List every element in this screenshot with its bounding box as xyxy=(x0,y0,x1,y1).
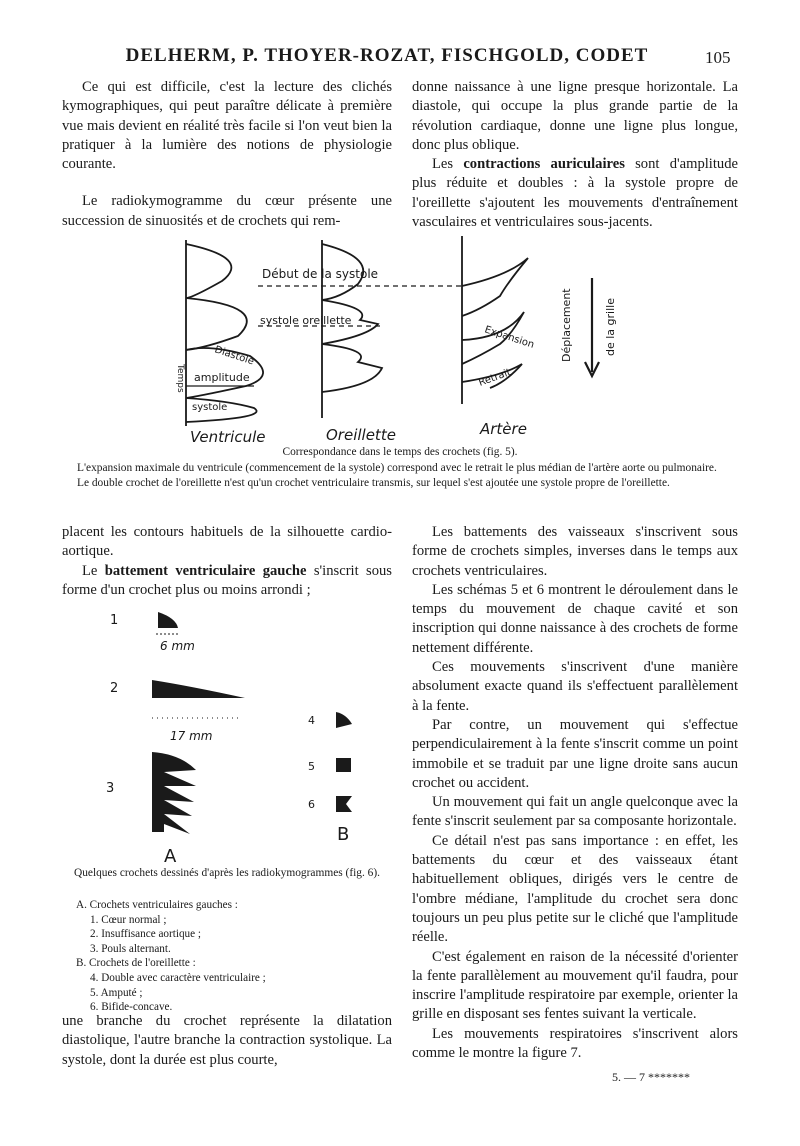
caption-paragraph: L'expansion maximale du ventricule (commencement de la systole) correspond avec le retrait le plus médian de l'artère aorte ou pulmonaire. xyxy=(77,462,717,474)
paragraph: Les contractions auriculaires sont d'amplitude plus réduite et doubles : à la systole propre de l'oreillette s'ajoutent les mouvements d'entraînement vasculaires et ventriculaires sous-jacents. xyxy=(412,156,738,231)
legend-item: A. Crochets ventriculaires gauches : xyxy=(76,899,238,911)
label-artere: Artère xyxy=(480,420,527,438)
label-temps: Temps xyxy=(175,364,185,393)
top-right-column xyxy=(412,78,738,232)
paragraph: Par contre, un mouvement qui s'effectue perpendiculairement à la fente s'inscrit comme un point immobile et se traduit par une ligne droite sans aucun crochet ou accident. xyxy=(412,716,738,791)
legend-item: 4. Double avec caractère ventriculaire ; xyxy=(90,971,266,984)
label-de-la-grille: de la grille xyxy=(604,298,617,356)
paragraph: Ce détail n'est pas sans importance : en effet, les battements du cœur et des vaisseaux étant habituellement obliques, dirigés vers le centre de l'ombre médiane, l'amplitude du crochet sera donc toujours un peu plus petite sur le cliché que l'amplitude réelle. xyxy=(412,832,738,946)
crochet-4 xyxy=(336,712,352,728)
paragraph: Ce qui est difficile, c'est la lecture des clichés kymographiques, qui peut paraître délicate à première vue mais devient en réalité très facile si l'on veut bien la pratiquer à la lumière des notions de physiologie courante. xyxy=(62,79,392,173)
label-17mm: 17 mm xyxy=(170,729,213,743)
crochet-5 xyxy=(336,758,351,772)
bold-term: contractions auriculaires xyxy=(463,156,625,173)
label-debut-systole: Début de la systole xyxy=(262,267,379,281)
crochet-6 xyxy=(336,796,352,812)
paragraph: placent les contours habituels de la silhouette cardio-aortique. xyxy=(62,524,392,560)
figure-5-caption-title: Correspondance dans le temps des crochets (fig. 5). xyxy=(282,446,518,458)
legend-item: 5. Amputé ; xyxy=(90,986,143,999)
legend-item: 3. Pouls alternant. xyxy=(90,942,171,955)
oreillette-curve xyxy=(322,344,382,392)
bold-term: battement ventriculaire gauche xyxy=(104,562,307,579)
artere-curve xyxy=(462,258,528,316)
legend-item: 2. Insuffisance aortique ; xyxy=(90,928,202,941)
printer-signature: 5. — 7 ******* xyxy=(612,1070,690,1084)
label-6: 6 xyxy=(308,798,315,811)
paragraph: donne naissance à une ligne presque horizontale. La diastole, qui occupe la plus grande partie de la révolution cardiaque, donne une ligne plus longue, donc plus oblique. xyxy=(412,79,738,153)
label-systole-oreillette: systole oreillette xyxy=(260,314,352,327)
label-systole: systole xyxy=(192,402,228,413)
paragraph: Le battement ventriculaire gauche s'inscrit sous forme d'un crochet plus ou moins arrondi ; xyxy=(62,562,392,598)
bottom-left-column-end xyxy=(62,1012,392,1070)
paragraph: Les mouvements respiratoires s'inscrivent alors comme le montre la figure 7. xyxy=(412,1025,738,1062)
figure-5 xyxy=(150,236,650,448)
label-group-b: B xyxy=(337,824,350,845)
bottom-left-column-top xyxy=(62,523,392,600)
bottom-right-column xyxy=(412,523,738,1063)
label-1: 1 xyxy=(110,613,119,628)
crochet-2 xyxy=(152,680,245,698)
figure-5-caption xyxy=(62,461,738,491)
label-3: 3 xyxy=(106,781,115,796)
running-header: DELHERM, P. THOYER-ROZAT, FISCHGOLD, CODET xyxy=(125,45,649,66)
label-ventricule: Ventricule xyxy=(190,428,266,446)
label-5: 5 xyxy=(308,760,315,773)
paragraph: Ces mouvements s'inscrivent d'une manière absolument exacte quand ils s'effectuent parallèlement à la fente. xyxy=(412,659,738,714)
top-left-column xyxy=(62,78,392,231)
legend-item: 6. Bifide-concave. xyxy=(90,1001,173,1014)
label-oreillette: Oreillette xyxy=(326,426,396,444)
label-expansion: Expansion xyxy=(483,324,536,351)
page-number: 105 xyxy=(705,48,731,67)
crochet-1 xyxy=(158,612,178,628)
legend-item: 1. Cœur normal ; xyxy=(90,913,167,926)
label-deplacement: Déplacement xyxy=(560,288,573,362)
caption-paragraph: Le double crochet de l'oreillette n'est qu'un crochet ventriculaire transmis, sur lequel s'est ajoutée une systole propre de l'oreillette. xyxy=(77,477,670,489)
ventricule-curve xyxy=(186,298,247,350)
crochet-3 xyxy=(152,752,196,834)
paragraph: Le radiokymogramme du cœur présente une succession de sinuosités et de crochets qui rem- xyxy=(62,193,392,229)
paragraph: Un mouvement qui fait un angle quelconque avec la fente s'inscrit seulement par sa composante horizontale. xyxy=(412,794,738,830)
label-diastole: Diastole xyxy=(213,344,256,368)
label-retrait: Retrait xyxy=(477,367,513,389)
label-6mm: 6 mm xyxy=(160,639,195,653)
paragraph: Les battements des vaisseaux s'inscrivent sous forme de crochets simples, inverses dans le temps aux crochets ventriculaires. xyxy=(412,524,738,579)
ventricule-curve xyxy=(186,244,231,298)
figure-6-caption-title: Quelques crochets dessinés d'après les radiokymogrammes (fig. 6). xyxy=(73,867,381,879)
figure-6 xyxy=(80,600,400,865)
label-2: 2 xyxy=(110,681,119,696)
label-group-a: A xyxy=(164,846,177,865)
legend-item: B. Crochets de l'oreillette : xyxy=(76,957,196,970)
paragraph: C'est également en raison de la nécessité d'orienter la fente parallèlement au mouvement qu'il faudra, pour inscrire l'amplitude respiratoire par exemple, orienter la grille en disposant ses fentes suivant la verticale. xyxy=(412,948,738,1023)
paragraph: Les schémas 5 et 6 montrent le déroulement dans le temps du mouvement de chaque cavité et son inscription qui donne naissance à des crochets de forme nettement différente. xyxy=(412,581,738,656)
figure-6-legend xyxy=(76,898,396,1015)
label-4: 4 xyxy=(308,714,315,727)
paragraph: une branche du crochet représente la dilatation diastolique, l'autre branche la contraction systolique. La systole, dont la durée est plus courte, xyxy=(62,1013,392,1068)
label-amplitude: amplitude xyxy=(194,371,250,384)
